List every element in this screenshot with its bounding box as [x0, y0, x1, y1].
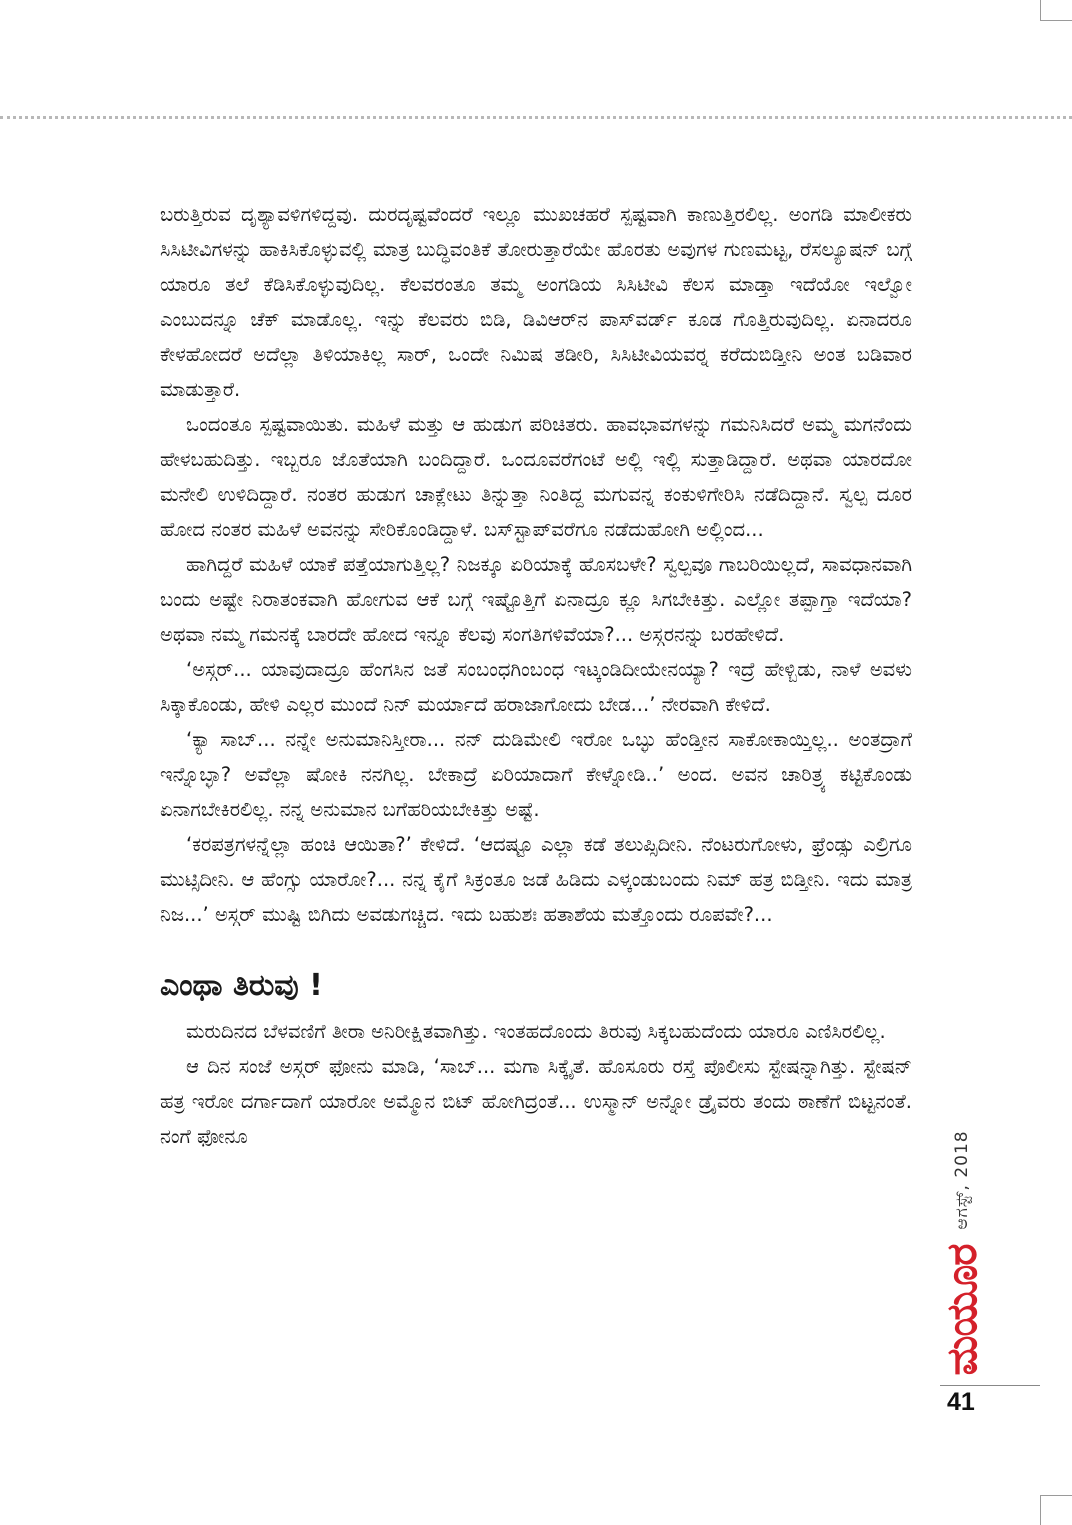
paragraph: ಹಾಗಿದ್ದರೆ ಮಹಿಳೆ ಯಾಕೆ ಪತ್ತೆಯಾಗುತ್ತಿಲ್ಲ? ನಿಜಕ್ಕೂ ಏರಿಯಾಕ್ಕೆ ಹೊಸಬಳೇ? ಸ್ವಲ್ಪವೂ ಗಾಬರಿಯಿಲ್ಲದೆ, ಸಾವಧಾನವಾಗಿ ಬಂದು ಅಷ್ಟೇ ನಿರಾತಂಕವಾಗಿ ಹೋಗುವ ಆಕೆ ಬಗ್ಗೆ ಇಷ್ಟೊತ್ತಿಗೆ ಏನಾದ್ರೂ ಕ್ಲೂ ಸಿಗಬೇಕಿತ್ತು. ಎಲ್ಲೋ ತಪ್ಪಾಗ್ತಾ ಇದೆಯಾ? ಅಥವಾ ನಮ್ಮ ಗಮನಕ್ಕೆ ಬಾರದೇ ಹೋದ ಇನ್ನೂ ಕೆಲವು ಸಂಗತಿಗಳಿವೆಯಾ?... ಅಸ್ಗರನನ್ನು ಬರಹೇಳಿದೆ. [160, 553, 912, 646]
issue-date: ಆಗಸ್ಟ್, 2018 [952, 1130, 972, 1230]
magazine-logo: ಮಯೂರ [937, 1244, 986, 1376]
paragraph: ಒಂದಂತೂ ಸ್ಪಷ್ಟವಾಯಿತು. ಮಹಿಳೆ ಮತ್ತು ಆ ಹುಡುಗ ಪರಿಚಿತರು. ಹಾವಭಾವಗಳನ್ನು ಗಮನಿಸಿದರೆ ಅಮ್ಮ ಮಗನೆಂದು ಹೇಳಬಹುದಿತ್ತು. ಇಬ್ಬರೂ ಜೊತೆಯಾಗಿ ಬಂದಿದ್ದಾರೆ. ಒಂದೂವರೆಗಂಟೆ ಅಲ್ಲಿ ಇಲ್ಲಿ ಸುತ್ತಾಡಿದ್ದಾರೆ. ಅಥವಾ ಯಾರದೋ ಮನೇಲಿ ಉಳಿದಿದ್ದಾರೆ. ನಂತರ ಹುಡುಗ ಚಾಕ್ಲೇಟು ತಿನ್ನುತ್ತಾ ನಿಂತಿದ್ದ ಮಗುವನ್ನ ಕಂಕುಳಿಗೇರಿಸಿ ನಡೆದಿದ್ದಾನೆ. ಸ್ವಲ್ಪ ದೂರ ಹೋದ ನಂತರ ಮಹಿಳೆ ಅವನನ್ನು ಸೇರಿಕೊಂಡಿದ್ದಾಳೆ. ಬಸ್‌ಸ್ಟಾಪ್‌ವರೆಗೂ ನಡೆದುಹೋಗಿ ಅಲ್ಲಿಂದ... [160, 413, 912, 541]
paragraph: ‘ಅಸ್ಗರ್... ಯಾವುದಾದ್ರೂ ಹೆಂಗಸಿನ ಜತೆ ಸಂಬಂಧಗಿಂಬಂಧ ಇಟ್ಕಂಡಿದೀಯೇನಯ್ಯಾ? ಇದ್ರೆ ಹೇಳ್ಬಿಡು, ನಾಳೆ ಅವಳು ಸಿಕ್ಕಾಕೊಂಡು, ಹೇಳಿ ಎಲ್ಲರ ಮುಂದೆ ನಿನ್ ಮರ್ಯಾದೆ ಹರಾಜಾಗೋದು ಬೇಡ...’ ನೇರವಾಗಿ ಕೇಳಿದೆ. [160, 658, 912, 716]
paragraph: ‘ಕ್ಯಾ ಸಾಬ್... ನನ್ನೇ ಅನುಮಾನಿಸ್ತೀರಾ... ನನ್ ದುಡಿಮೇಲಿ ಇರೋ ಒಬ್ಳು ಹೆಂಡ್ತೀನ ಸಾಕೋಕಾಯ್ತಿಲ್ಲ.. ಅಂತದ್ರಾಗೆ ಇನ್ನೊಬ್ಳಾ? ಅವೆಲ್ಲಾ ಷೋಕಿ ನನಗಿಲ್ಲ. ಬೇಕಾದ್ರೆ ಏರಿಯಾದಾಗೆ ಕೇಳ್ನೋಡಿ..’ ಅಂದ. ಅವನ ಚಾರಿತ್ರ್ಯ ಕಟ್ಟಿಕೊಂಡು ಏನಾಗಬೇಕಿರಲಿಲ್ಲ. ನನ್ನ ಅನುಮಾನ ಬಗೆಹರಿಯಬೇಕಿತ್ತು ಅಷ್ಟೆ. [160, 728, 912, 821]
page-number: 41 [947, 1388, 975, 1416]
paragraph: ಬರುತ್ತಿರುವ ದೃಶ್ಯಾವಳಿಗಳಿದ್ದವು. ದುರದೃಷ್ಟವೆಂದರೆ ಇಲ್ಲೂ ಮುಖಚಹರೆ ಸ್ಪಷ್ಟವಾಗಿ ಕಾಣುತ್ತಿರಲಿಲ್ಲ. ಅಂಗಡಿ ಮಾಲೀಕರು ಸಿಸಿಟೀವಿಗಳನ್ನು ಹಾಕಿಸಿಕೊಳ್ಳುವಲ್ಲಿ ಮಾತ್ರ ಬುದ್ಧಿವಂತಿಕೆ ತೋರುತ್ತಾರೆಯೇ ಹೊರತು ಅವುಗಳ ಗುಣಮಟ್ಟ, ರೆಸಲ್ಯೂಷನ್ ಬಗ್ಗೆ ಯಾರೂ ತಲೆ ಕೆಡಿಸಿಕೊಳ್ಳುವುದಿಲ್ಲ. ಕೆಲವರಂತೂ ತಮ್ಮ ಅಂಗಡಿಯ ಸಿಸಿಟೀವಿ ಕೆಲಸ ಮಾಡ್ತಾ ಇದೆಯೋ ಇಲ್ವೋ ಎಂಬುದನ್ನೂ ಚೆಕ್ ಮಾಡೊಲ್ಲ. ಇನ್ನು ಕೆಲವರು ಬಿಡಿ, ಡಿವಿಆರ್‌ನ ಪಾಸ್‌ವರ್ಡ್ ಕೂಡ ಗೊತ್ತಿರುವುದಿಲ್ಲ. ಏನಾದರೂ ಕೇಳಹೋದರೆ ಅದೆಲ್ಲಾ ತಿಳಿಯಾಕಿಲ್ಲ ಸಾರ್, ಒಂದೇ ನಿಮಿಷ ತಡೀರಿ, ಸಿಸಿಟೀವಿಯವರ್‍ನ ಕರೆದುಬಿಡ್ತೀನಿ ಅಂತ ಬಡಿವಾರ ಮಾಡುತ್ತಾರೆ. [160, 203, 912, 401]
section-subheading: ಎಂಥಾ ತಿರುವು ! [160, 968, 323, 1003]
paragraph: ಮರುದಿನದ ಬೆಳವಣಿಗೆ ತೀರಾ ಅನಿರೀಕ್ಷಿತವಾಗಿತ್ತು. ಇಂತಹದೊಂದು ತಿರುವು ಸಿಕ್ಕಬಹುದೆಂದು ಯಾರೂ ಎಣಿಸಿರಲಿಲ್ಲ. [186, 1020, 886, 1043]
header-dotted-rule [0, 116, 1072, 119]
crop-mark-bottom-horizontal [1040, 1495, 1072, 1496]
paragraph: ‘ಕರಪತ್ರಗಳನ್ನೆಲ್ಲಾ ಹಂಚಿ ಆಯಿತಾ?’ ಕೇಳಿದೆ. ‘ಆದಷ್ಟೂ ಎಲ್ಲಾ ಕಡೆ ತಲುಪ್ಸಿದೀನಿ. ನೆಂಟರುಗೋಳು, ಫ್ರೆಂಡ್ಸು ಎಲ್ರಿಗೂ ಮುಟ್ಸಿದೀನಿ. ಆ ಹೆಂಗ್ಸು ಯಾರೋ?... ನನ್ನ ಕೈಗೆ ಸಿಕ್ರಂತೂ ಜಡೆ ಹಿಡಿದು ಎಳ್ಕಂಡುಬಂದು ನಿಮ್ ಹತ್ರ ಬಿಡ್ತೀನಿ. ಇದು ಮಾತ್ರ ನಿಜ...’ ಅಸ್ಗರ್ ಮುಷ್ಟಿ ಬಿಗಿದು ಅವಡುಗಚ್ಚಿದ. ಇದು ಬಹುಶಃ ಹತಾಶೆಯ ಮತ್ತೊಂದು ರೂಪವೇ?... [160, 833, 912, 926]
article-body [160, 197, 912, 1154]
page-number-rule [940, 1385, 1040, 1386]
crop-mark-top-horizontal [1040, 20, 1072, 21]
paragraph: ಆ ದಿನ ಸಂಜೆ ಅಸ್ಗರ್ ಫೋನು ಮಾಡಿ, ‘ಸಾಬ್... ಮಗಾ ಸಿಕ್ಕೈತೆ. ಹೊಸೂರು ರಸ್ತೆ ಪೊಲೀಸು ಸ್ಟೇಷನ್ನಾಗಿತ್ತು. ಸ್ಟೇಷನ್ ಹತ್ರ ಇರೋ ದರ್ಗಾದಾಗೆ ಯಾರೋ ಅಮ್ಮೊನ ಬಿಟ್ ಹೋಗಿದ್ರಂತೆ... ಉಸ್ಮಾನ್ ಅನ್ನೋ ಡ್ರೈವರು ತಂದು ಠಾಣೆಗೆ ಬಿಟ್ಟನಂತೆ. ನಂಗೆ ಫೋನೂ [160, 1055, 912, 1148]
crop-mark-top-vertical [1040, 0, 1041, 20]
crop-mark-bottom-vertical [1040, 1495, 1041, 1525]
